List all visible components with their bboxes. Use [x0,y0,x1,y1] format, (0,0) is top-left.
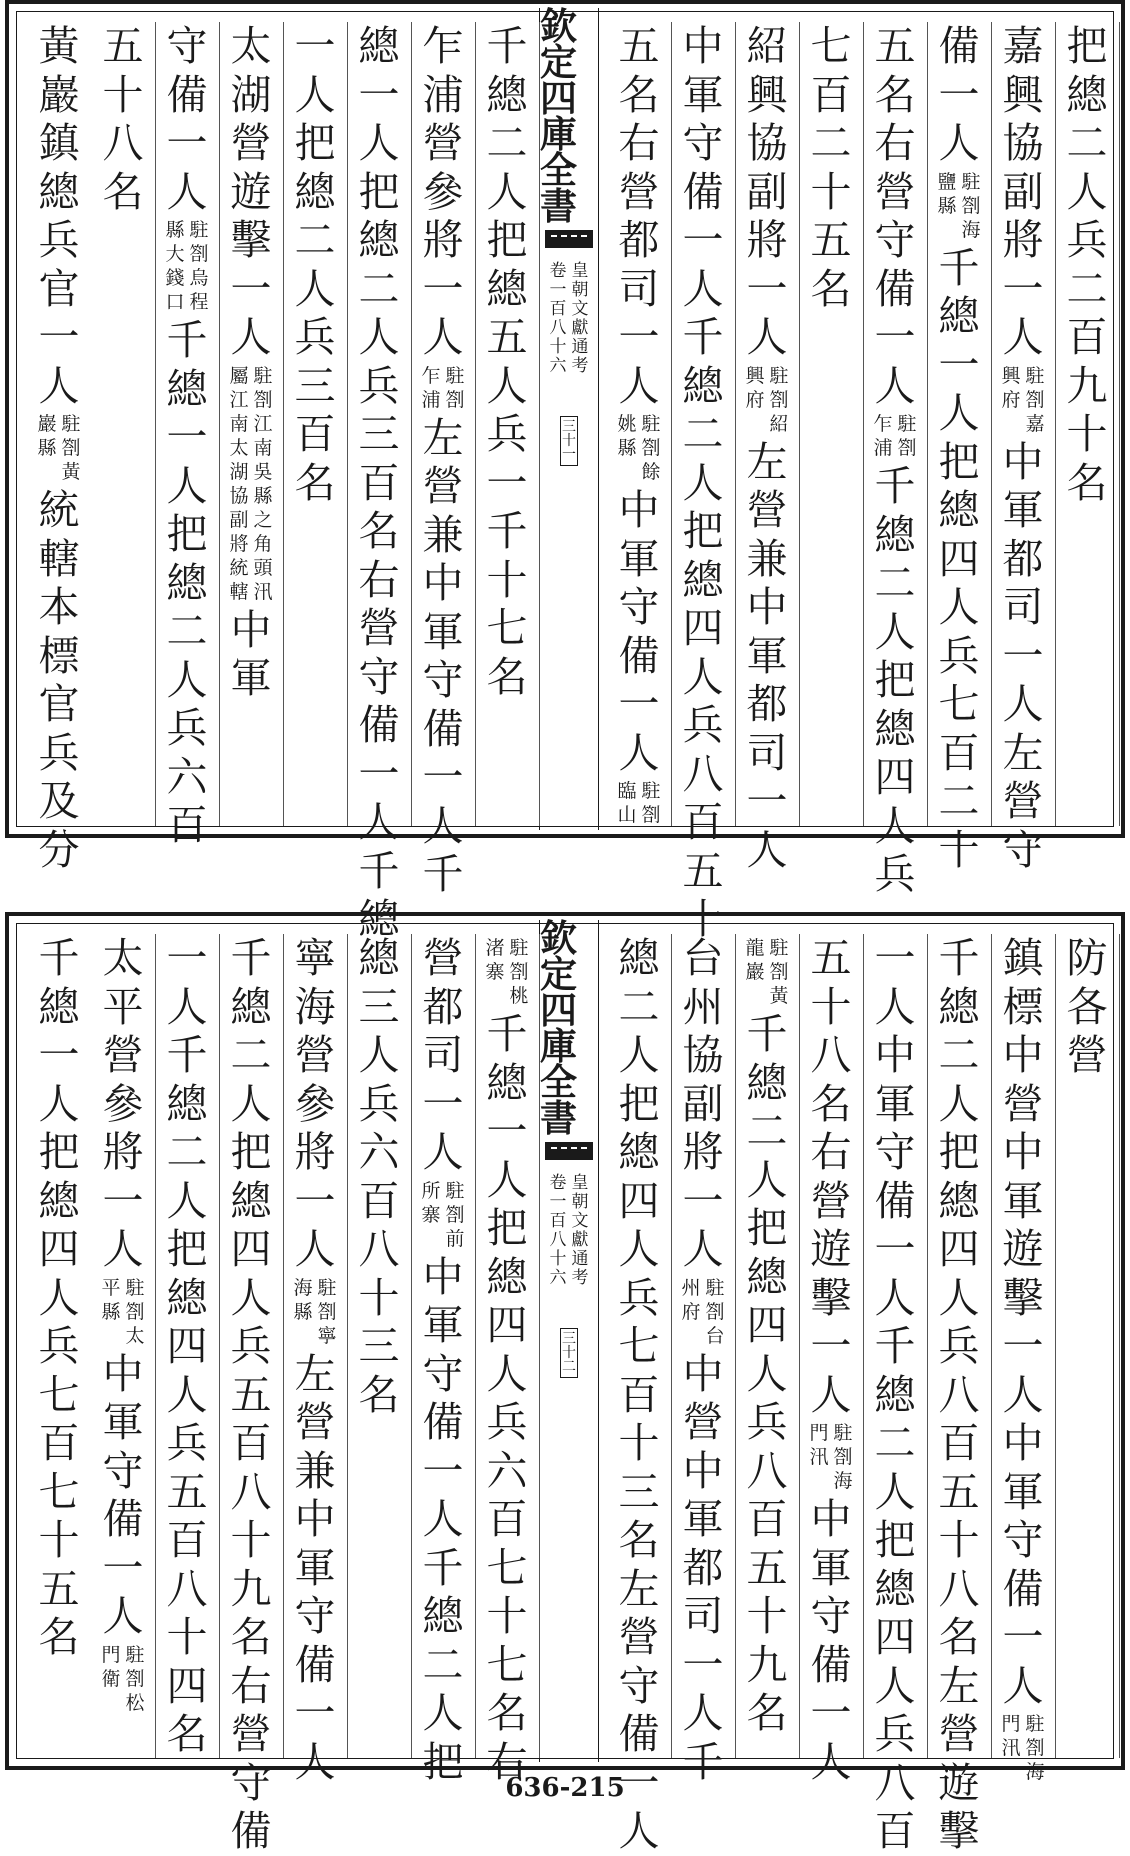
main-text: 千 總 一 人 把 總 二 人 兵 六 百 [166,316,208,849]
main-text: 中 軍 守 備 一 人 千 總 二 人 把 總 四 人 兵 八 百 五 十 [682,22,724,943]
main-text: 中 營 中 軍 都 司 一 人 千 [682,1349,724,1786]
annotation-note: 駐 劄 海 門 汛 [809,1422,853,1492]
main-text: 黃 巖 鎮 總 兵 官 一 人 [38,22,80,410]
main-text: 紹 興 協 副 將 一 人 [746,22,788,361]
text-column [283,934,348,1786]
main-text: 左 營 兼 中 軍 都 司 一 人 [746,437,788,874]
text-column [735,934,800,1758]
text-column [671,934,736,1786]
main-text: 千 總 一 人 把 總 四 人 兵 七 百 二 十 [938,243,980,874]
annotation-note: 駐 劄 臨 山 [617,780,661,826]
text-column [155,22,220,849]
volume-label: 卷 一 百 八 十 六 [549,261,567,376]
main-text: 千 總 一 人 把 總 四 人 兵 六 百 七 十 七 名 右 [486,1010,528,1786]
annotation-note: 駐 劄 海 鹽 縣 [937,170,981,241]
main-text: 鎮 標 中 營 中 軍 遊 擊 一 人 中 軍 守 備 一 人 [1002,934,1044,1710]
main-text: 中 軍 都 司 一 人 左 營 守 [1002,437,1044,874]
text-column [607,934,672,1855]
text-column [411,22,476,898]
text-column [91,22,156,826]
fish-tail-mark [545,230,593,248]
main-text: 太 湖 營 遊 擊 一 人 [230,22,272,361]
main-text: 守 備 一 人 [166,22,208,216]
book-title: 欽 定 四 庫 全 書 [540,916,577,1140]
main-text: 統 轄 本 標 官 兵 及 分 [38,486,80,874]
text-column [155,934,220,1758]
main-text: 千 總 二 人 把 總 四 人 兵 八 百 五 十 九 名 [746,1010,788,1737]
annotation-note: 駐 劄 太 平 縣 [101,1276,145,1347]
text-column [735,22,800,874]
annotation-note: 駐 劄 烏 程 縣 大 錢 口 [165,219,209,313]
main-text: 一 人 千 總 二 人 把 總 四 人 兵 五 百 八 十 四 名 [166,934,208,1758]
main-text: 嘉 興 協 副 將 一 人 [1002,22,1044,361]
text-column [411,934,476,1786]
text-column [27,934,91,1758]
main-text: 總 一 人 把 總 二 人 兵 三 百 名 右 營 守 備 一 人 千 總 [358,22,400,943]
annotation-note: 駐 劄 紹 興 府 [745,364,789,435]
annotation-note: 駐 劄 桃 渚 寨 [485,937,529,1007]
main-text: 五 名 右 營 都 司 一 人 [618,22,660,410]
main-text: 千 總 二 人 把 總 四 人 兵 [874,462,916,898]
text-column [799,22,864,826]
main-text: 防 各 營 [1066,934,1108,1079]
main-text: 五 十 八 名 右 營 遊 擊 一 人 [810,934,852,1419]
text-column [991,934,1056,1783]
text-column [27,22,91,874]
text-column [219,934,284,1855]
annotation-note: 駐 劄 寧 海 縣 [293,1276,337,1347]
main-text: 總 二 人 把 總 四 人 兵 七 百 十 三 名 左 營 守 備 一 人 [618,934,660,1855]
main-text: 左 營 兼 中 軍 守 備 一 人 [294,1349,336,1786]
page-number: 636-215 [505,1773,625,1803]
annotation-note: 駐 劄 乍 浦 [873,413,917,459]
main-text: 備 一 人 [938,22,980,167]
annotation-note: 駐 劄 海 門 汛 [1001,1713,1045,1783]
annotation-note: 駐 劄 餘 姚 縣 [617,413,661,483]
main-text: 左 營 兼 中 軍 守 備 一 人 千 [422,413,464,898]
main-text: 五 名 右 營 守 備 一 人 [874,22,916,410]
main-text: 營 都 司 一 人 [422,934,464,1176]
text-column [1055,934,1120,1758]
annotation-note: 駐 劄 台 州 府 [681,1276,725,1347]
main-text: 七 百 二 十 五 名 [810,22,852,313]
volume-label: 卷 一 百 八 十 六 [549,1173,567,1288]
main-text: 千 總 二 人 把 總 四 人 兵 五 百 八 十 九 名 右 營 守 備 [230,934,272,1855]
main-text: 一 人 把 總 二 人 兵 三 百 名 [294,22,336,507]
main-text: 台 州 協 副 將 一 人 [682,934,724,1273]
annotation-note: 駐 劄 乍 浦 [421,364,465,411]
text-column [1055,22,1120,826]
book-title: 欽 定 四 庫 全 書 [540,4,577,228]
fish-tail-mark [545,1142,593,1160]
folio-number: 三 十 一 [560,416,578,466]
sub-title: 皇 朝 文 獻 通 考 [571,261,589,376]
main-text: 千 總 一 人 把 總 四 人 兵 七 百 七 十 五 名 [38,934,80,1661]
main-text: 千 總 二 人 把 總 五 人 兵 一 千 十 七 名 [486,22,528,701]
annotation-note: 駐 劄 嘉 興 府 [1001,364,1045,435]
main-text: 中 軍 守 備 一 人 千 總 二 人 把 [422,1252,464,1786]
text-column [991,22,1056,874]
main-text: 把 總 二 人 兵 二 百 九 十 名 [1066,22,1108,507]
main-text: 千 總 二 人 把 總 四 人 兵 八 百 五 十 八 名 左 營 遊 擊 [938,934,980,1855]
text-column [347,934,412,1758]
main-text: 中 軍 守 備 一 人 [618,486,660,777]
text-column [475,934,540,1786]
main-text: 乍 浦 營 參 將 一 人 [422,22,464,361]
top-page [5,0,1125,943]
text-column [927,934,992,1855]
main-text: 五 十 八 名 [102,22,144,216]
text-column [863,22,928,898]
annotation-note: 駐 劄 松 門 衛 [101,1643,145,1714]
text-column [91,934,156,1758]
text-column [927,22,992,874]
folio-number: 三 十 二 [560,1328,578,1378]
annotation-note: 駐 劄 前 所 寨 [421,1179,465,1250]
center-fold [539,4,599,830]
main-text: 中 軍 守 備 一 人 [102,1349,144,1640]
text-column [607,22,672,826]
text-column [283,22,348,826]
main-text: 中 軍 [230,605,272,702]
text-column [475,22,540,826]
main-text: 總 三 人 兵 六 百 八 十 三 名 [358,934,400,1419]
main-text: 寧 海 營 參 將 一 人 [294,934,336,1273]
main-text: 太 平 營 參 將 一 人 [102,934,144,1273]
main-text: 中 軍 守 備 一 人 [810,1495,852,1786]
annotation-note: 駐 劄 黃 龍 巖 [745,937,789,1007]
annotation-note: 駐 劄 黃 巖 縣 [37,413,81,483]
text-column [863,934,928,1855]
annotation-note: 駐 劄 江 南 吳 縣 之 角 頭 汛 屬 江 南 太 湖 協 副 將 統 轄 [229,364,273,603]
text-column [799,934,864,1786]
sub-title: 皇 朝 文 獻 通 考 [571,1173,589,1288]
text-column [671,22,736,943]
main-text: 一 人 中 軍 守 備 一 人 千 總 二 人 把 總 四 人 兵 八 百 [874,934,916,1855]
text-column [347,22,412,943]
text-column [219,22,284,826]
center-fold [539,916,599,1762]
